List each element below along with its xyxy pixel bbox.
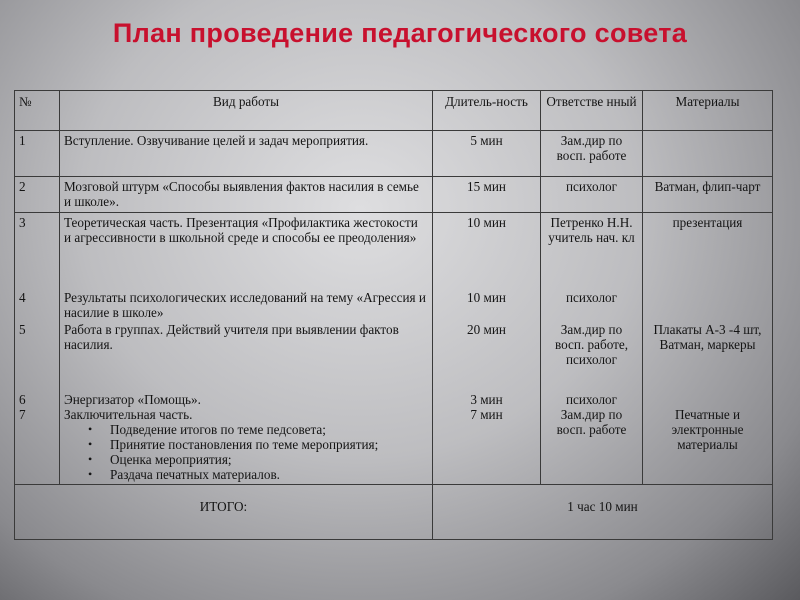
row-responsible: психолог — [565, 392, 618, 407]
row-num: 2 — [15, 177, 60, 213]
row-materials: Ватман, флип-чарт — [643, 177, 773, 213]
table-header-row — [15, 91, 773, 131]
row-duration: 15 мин — [433, 177, 541, 213]
header-responsible: Ответстве нный — [541, 91, 643, 131]
row-duration: 5 мин — [433, 131, 541, 177]
row-materials-group — [643, 213, 773, 485]
row-type: Мозговой штурм «Способы выявления фактов насилия в семье и школе». — [60, 177, 433, 213]
total-value: 1 час 10 мин — [433, 485, 773, 540]
row-duration: 20 мин — [467, 322, 506, 337]
list-item: • Оценка мероприятия; — [110, 452, 428, 467]
row-num: 1 — [15, 131, 60, 177]
row-duration: 10 мин — [467, 290, 506, 305]
row-duration: 10 мин — [467, 215, 506, 230]
row-duration: 3 мин — [470, 392, 503, 407]
spacer — [19, 337, 55, 392]
row-materials: Плакаты А-3 -4 шт, Ватман, маркеры — [653, 322, 762, 352]
closing-bullets — [64, 422, 428, 482]
header-type: Вид работы — [60, 91, 433, 131]
row-num: 7 — [19, 407, 26, 422]
row-num: 4 — [19, 290, 26, 305]
row-responsible: Петренко Н.Н. учитель нач. кл — [548, 215, 635, 245]
row-materials — [643, 131, 773, 177]
row-type: Заключительная часть. — [64, 407, 193, 422]
row-materials: Печатные и электронные материалы — [671, 407, 744, 452]
row-type: Результаты психологических исследований на тему «Агрессия и насилие в школе» — [64, 290, 426, 320]
plan-table — [14, 90, 773, 540]
row-materials: презентация — [672, 215, 743, 230]
row-num: 3 — [19, 215, 26, 230]
row-responsible: Зам.дир по восп. работе — [556, 407, 627, 437]
total-row — [15, 485, 773, 540]
row-responsible: психолог — [565, 290, 618, 305]
row-duration: 7 мин — [470, 407, 503, 422]
row-num-group — [15, 213, 60, 485]
header-materials: Материалы — [643, 91, 773, 131]
row-num: 6 — [19, 392, 26, 407]
header-duration: Длитель-ность — [433, 91, 541, 131]
spacer — [19, 230, 55, 290]
row-responsible: Зам.дир по восп. работе — [541, 131, 643, 177]
row-responsible: психолог — [541, 177, 643, 213]
table-row — [15, 131, 773, 177]
total-label: ИТОГО: — [15, 485, 433, 540]
spacer — [19, 305, 55, 322]
spacer — [647, 392, 768, 407]
row-duration-group — [433, 213, 541, 485]
table-row — [15, 177, 773, 213]
row-type: Вступление. Озвучивание целей и задач мероприятия. — [60, 131, 433, 177]
table-row-group — [15, 213, 773, 485]
row-responsible-group — [541, 213, 643, 485]
list-item: • Принятие постановления по теме мероприятия; — [110, 437, 428, 452]
header-num: № — [15, 91, 60, 131]
list-item: • Подведение итогов по теме педсовета; — [110, 422, 428, 437]
row-type: Работа в группах. Действий учителя при выявлении фактов насилия. — [64, 322, 399, 352]
list-item: • Раздача печатных материалов. — [110, 467, 428, 482]
row-num: 5 — [19, 322, 26, 337]
row-type: Теоретическая часть. Презентация «Профилактика жестокости и агрессивности в школьной среде и способы ее преодоления» — [64, 215, 418, 245]
slide-title: План проведение педагогического совета — [112, 18, 688, 48]
row-type: Энергизатор «Помощь». — [64, 392, 201, 407]
row-type-group — [60, 213, 433, 485]
row-responsible: Зам.дир по восп. работе, психолог — [554, 322, 629, 367]
